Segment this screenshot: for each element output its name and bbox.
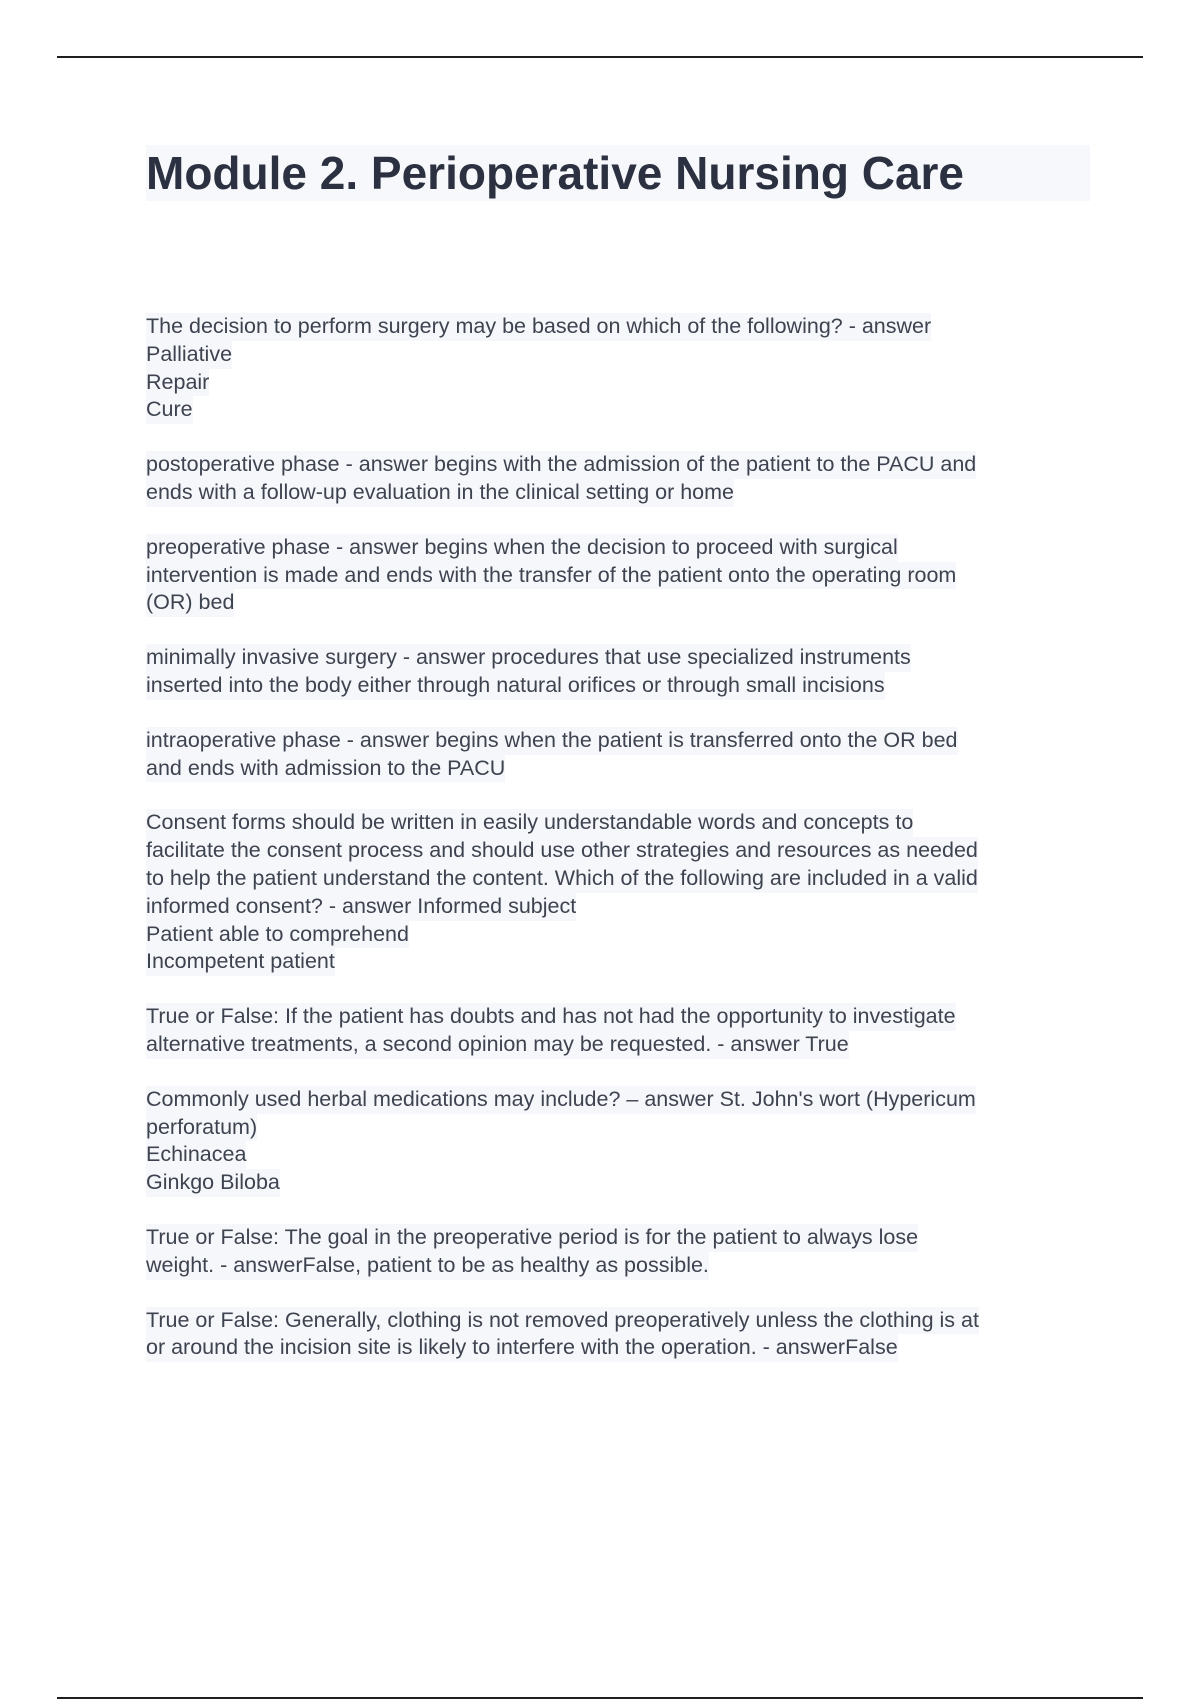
qa-entry-line: perforatum): [146, 1114, 257, 1142]
qa-entry-line: Incompetent patient: [146, 948, 335, 976]
bottom-rule: [57, 1697, 1143, 1699]
qa-entry-line: True or False: Generally, clothing is not removed preoperatively unless the clothing is at: [146, 1307, 979, 1335]
qa-entry-line: Repair: [146, 369, 209, 397]
qa-entry-line: ends with a follow-up evaluation in the clinical setting or home: [146, 479, 734, 507]
qa-entry: [146, 534, 1096, 617]
qa-entry: [146, 1224, 1096, 1280]
document-title: Module 2. Perioperative Nursing Care: [146, 145, 1090, 201]
qa-entry: [146, 644, 1096, 700]
qa-entry: [146, 809, 1096, 976]
qa-entry-line: weight. - answerFalse, patient to be as healthy as possible.: [146, 1252, 709, 1280]
qa-entry-line: The decision to perform surgery may be based on which of the following? - answer: [146, 313, 931, 341]
qa-entry: [146, 1003, 1096, 1059]
qa-entry-line: postoperative phase - answer begins with the admission of the patient to the PACU and: [146, 451, 976, 479]
qa-list: [146, 313, 1096, 1389]
qa-entry-line: informed consent? - answer Informed subject: [146, 893, 576, 921]
qa-entry-line: and ends with admission to the PACU: [146, 755, 505, 783]
qa-entry: [146, 451, 1096, 507]
qa-entry-line: intraoperative phase - answer begins when the patient is transferred onto the OR bed: [146, 727, 958, 755]
qa-entry-line: True or False: The goal in the preoperative period is for the patient to always lose: [146, 1224, 918, 1252]
qa-entry-line: Palliative: [146, 341, 232, 369]
qa-entry: [146, 313, 1096, 424]
qa-entry-line: True or False: If the patient has doubts and has not had the opportunity to investigate: [146, 1003, 956, 1031]
qa-entry-line: Patient able to comprehend: [146, 921, 409, 949]
qa-entry: [146, 1307, 1096, 1363]
qa-entry-line: or around the incision site is likely to interfere with the operation. - answerFalse: [146, 1334, 898, 1362]
qa-entry-line: Cure: [146, 396, 193, 424]
qa-entry-line: preoperative phase - answer begins when the decision to proceed with surgical: [146, 534, 898, 562]
qa-entry-line: intervention is made and ends with the transfer of the patient onto the operating room: [146, 562, 956, 590]
qa-entry-line: Consent forms should be written in easily understandable words and concepts to: [146, 809, 913, 837]
qa-entry-line: (OR) bed: [146, 589, 234, 617]
qa-entry: [146, 727, 1096, 783]
top-rule: [57, 56, 1143, 58]
qa-entry-line: alternative treatments, a second opinion may be requested. - answer True: [146, 1031, 849, 1059]
qa-entry-line: Commonly used herbal medications may include? – answer St. John's wort (Hypericum: [146, 1086, 976, 1114]
qa-entry-line: facilitate the consent process and should use other strategies and resources as needed: [146, 837, 978, 865]
qa-entry-line: Echinacea: [146, 1141, 246, 1169]
qa-entry-line: Ginkgo Biloba: [146, 1169, 280, 1197]
qa-entry-line: minimally invasive surgery - answer procedures that use specialized instruments: [146, 644, 911, 672]
qa-entry-line: inserted into the body either through natural orifices or through small incisions: [146, 672, 885, 700]
qa-entry: [146, 1086, 1096, 1197]
qa-entry-line: to help the patient understand the content. Which of the following are included in a valid: [146, 865, 978, 893]
